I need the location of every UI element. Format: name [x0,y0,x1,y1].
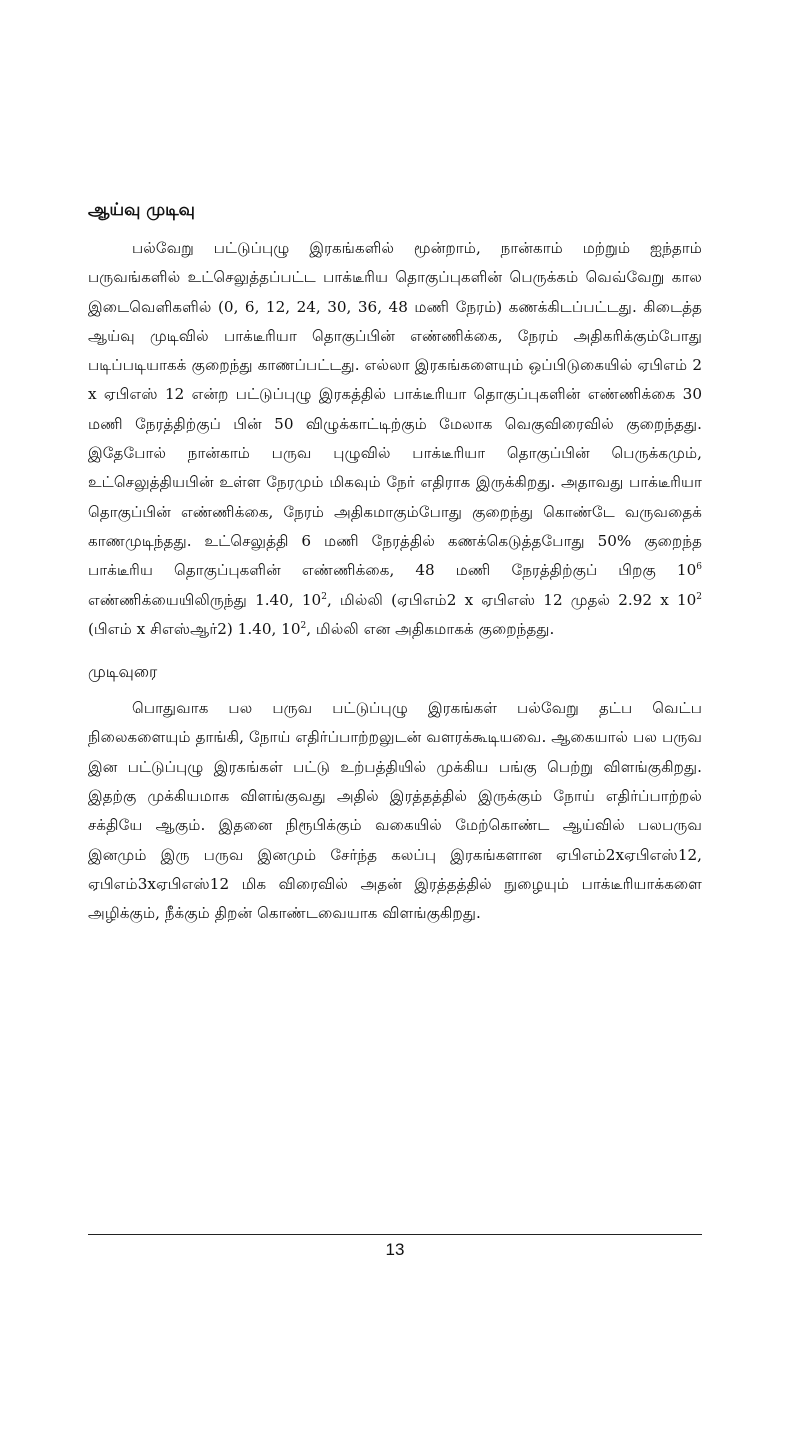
results-paragraph [88,234,702,644]
results-text-3: , மில்லி (ஏபிஎம்2 x ஏபிஎஸ் 12 முதல் 2.92 x 10 [326,590,697,609]
results-text-1: பல்வேறு பட்டுப்புழு இரகங்களில் மூன்றாம், நான்காம் மற்றும் ஐந்தாம் பருவங்களில் உட்செலுத்தப்பட்ட பாக்டீரிய தொகுப்புகளின் பெருக்கம் வெவ்வேறு கால இடைவெளிகளில் (0, 6, 12, 24, 30, 36, 48 மணி நேரம்) கணக்கிடப்பட்டது. கிடைத்த ஆய்வு முடிவில் பாக்டீரியா தொகுப்பின் எண்ணிக்கை, நேரம் அதிகரிக்கும்போது படிப்படியாகக் குறைந்து காணப்பட்டது. எல்லா இரகங்களையும் ஒப்பிடுகையில் ஏபிஎம் 2 x ஏபிஎஸ் 12 என்ற பட்டுப்புழு இரகத்தில் பாக்டீரியா தொகுப்புகளின் எண்ணிக்கை 30 மணி நேரத்திற்குப் பின் 50 விழுக்காட்டிற்கும் மேலாக வெகுவிரைவில் குறைந்தது. இதேபோல் நான்காம் பருவ புழுவில் பாக்டீரியா தொகுப்பின் பெருக்கமும், உட்செலுத்தியபின் உள்ள நேரமும் மிகவும் நேர் எதிராக இருக்கிறது. அதாவது பாக்டீரியா தொகுப்பின் எண்ணிக்கை, நேரம் அதிகமாகும்போது குறைந்து கொண்டே வருவதைக் காணமுடிந்தது. உட்செலுத்தி 6 மணி நேரத்தில் கணக்கெடுத்தபோது 50% குறைந்த பாக்டீரிய தொகுப்புகளின் எண்ணிக்கை, 48 மணி நேரத்திற்குப் பிறகு 10 [88,239,702,580]
footer-divider [88,1234,702,1235]
superscript-4: 2 [300,620,307,631]
results-text-4: (பிஎம் x சிஎஸ்ஆர்2) 1.40, 10 [88,619,301,638]
page-body [88,196,702,929]
superscript-2: 2 [321,591,327,602]
superscript-1: 6 [696,562,702,573]
section-heading-results: ஆய்வு முடிவு [88,200,195,220]
page-number: 13 [385,1240,405,1259]
results-text-2: எண்ணிக்யையிலிருந்து 1.40, 10 [88,590,322,609]
superscript-3: 2 [696,591,703,602]
section-heading-conclusion: முடிவுரை [88,662,158,682]
conclusion-paragraph: பொதுவாக பல பருவ பட்டுப்புழு இரகங்கள் பல்வேறு தட்ப வெட்ப நிலைகளையும் தாங்கி, நோய் எதிர்ப்பாற்றலுடன் வளரக்கூடியவை. ஆகையால் பல பருவ இன பட்டுப்புழு இரகங்கள் பட்டு உற்பத்தியில் முக்கிய பங்கு பெற்று விளங்குகிறது. இதற்கு முக்கியமாக விளங்குவது அதில் இரத்தத்தில் இருக்கும் நோய் எதிர்ப்பாற்றல் சக்தியே ஆகும். இதனை நிரூபிக்கும் வகையில் மேற்கொண்ட ஆய்வில் பலபருவ இனமும் இரு பருவ இனமும் சேர்ந்த கலப்பு இரகங்களான ஏபிஎம்2xஏபிஎஸ்12, ஏபிஎம்3xஏபிஎஸ்12 மிக விரைவில் அதன் இரத்தத்தில் நுழையும் பாக்டீரியாக்களை அழிக்கும், நீக்கும் திறன் கொண்டவையாக விளங்குகிறது. [88,699,702,923]
results-text-5: , மில்லி என அதிகமாகக் குறைந்தது. [306,619,555,638]
